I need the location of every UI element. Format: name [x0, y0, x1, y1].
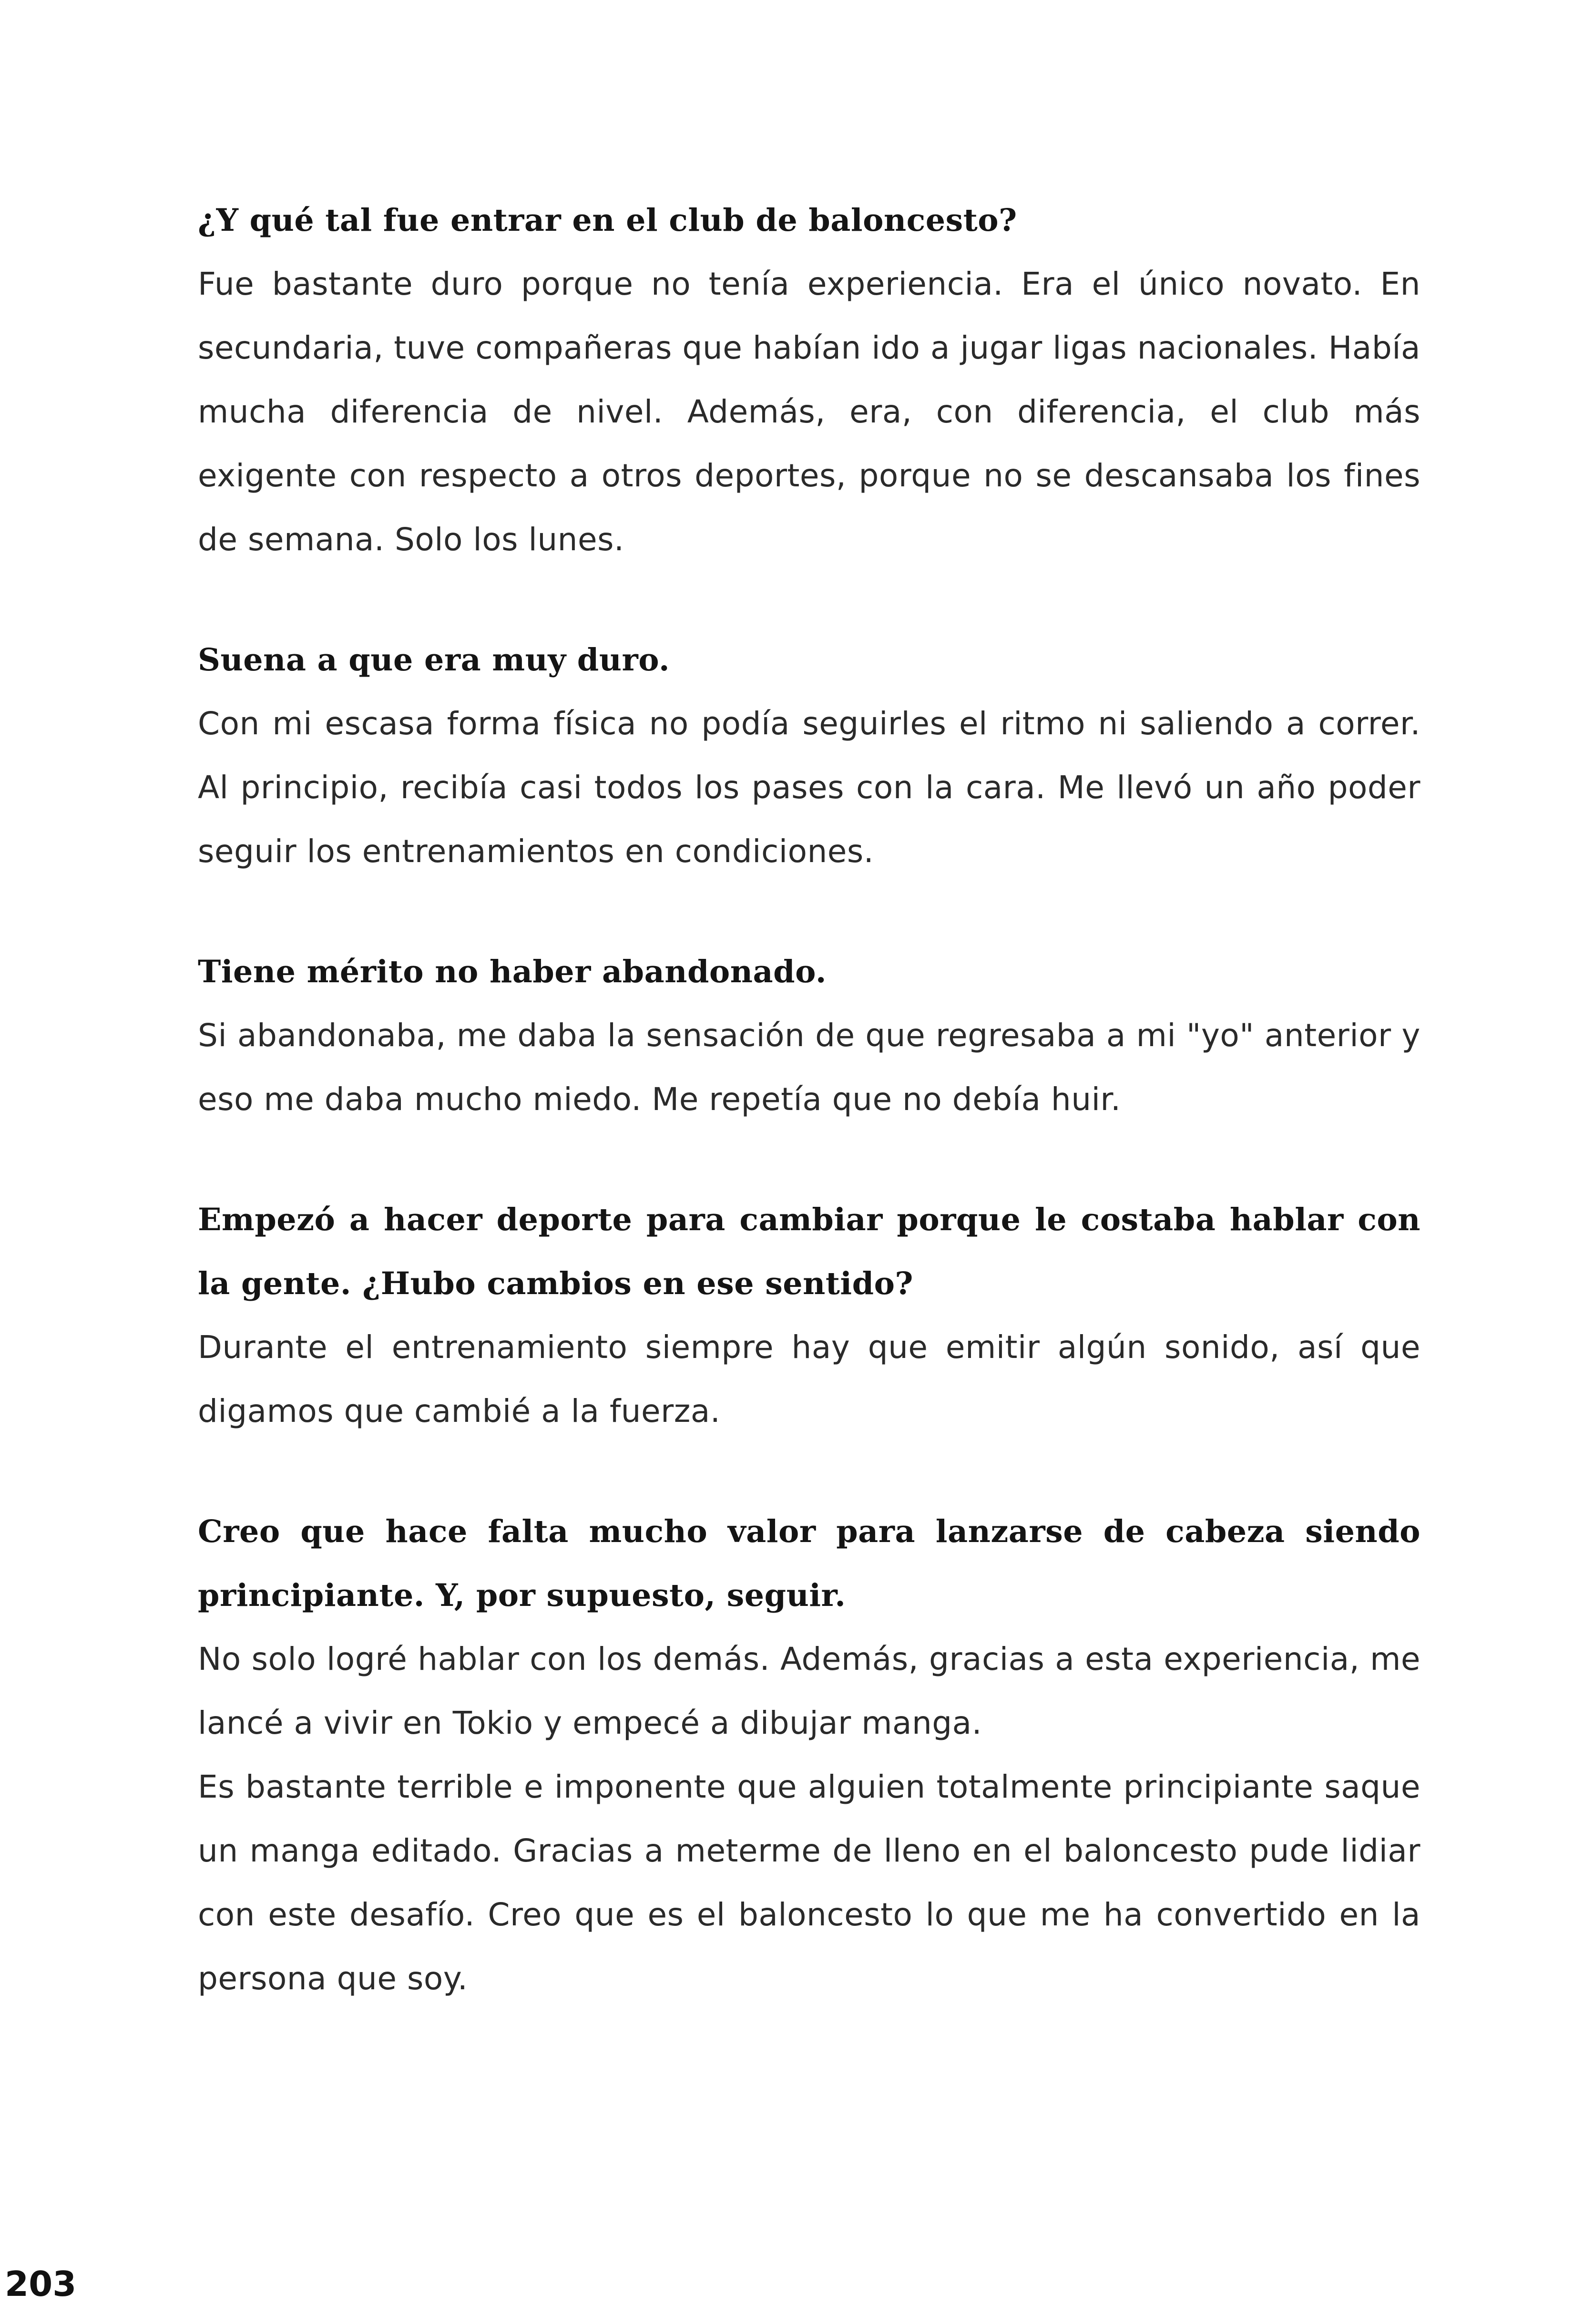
question-5: Creo que hace falta mucho valor para lanzarse de cabeza siendo principiante. Y, por supuesto, seguir.: [198, 1513, 1420, 1614]
question-1: ¿Y qué tal fue entrar en el club de baloncesto?: [198, 202, 1017, 238]
qa-block-4: [198, 1188, 1420, 1443]
interview-text: [198, 188, 1420, 2067]
answer-3: Si abandonaba, me daba la sensación de que regresaba a mi "yo" anterior y eso me daba mucho miedo. Me repetía que no debía huir.: [198, 1017, 1420, 1118]
qa-block-1: [198, 188, 1420, 572]
qa-block-5: [198, 1500, 1420, 2011]
answer-5b: Es bastante terrible e imponente que alguien totalmente principiante saque un manga editado. Gracias a meterme de lleno en el baloncesto pude lidiar con este desafío. Creo que es el baloncesto lo que me ha convertido en la persona que soy.: [198, 1769, 1420, 1997]
question-2: Suena a que era muy duro.: [198, 642, 670, 678]
answer-4: Durante el entrenamiento siempre hay que emitir algún sonido, así que digamos que cambié a la fuerza.: [198, 1329, 1420, 1429]
answer-1: Fue bastante duro porque no tenía experiencia. Era el único novato. En secundaria, tuve compañeras que habían ido a jugar ligas nacionales. Había mucha diferencia de nivel. Además, era, con diferencia, el club más exigente con respecto a otros deportes, porque no se descansaba los fines de semana. Solo los lunes.: [198, 266, 1420, 558]
question-3: Tiene mérito no haber abandonado.: [198, 954, 827, 990]
qa-block-3: [198, 940, 1420, 1131]
qa-block-2: [198, 628, 1420, 884]
answer-5a: No solo logré hablar con los demás. Además, gracias a esta experiencia, me lancé a vivir en Tokio y empecé a dibujar manga.: [198, 1641, 1420, 1741]
question-4: Empezó a hacer deporte para cambiar porque le costaba hablar con la gente. ¿Hubo cambios en ese sentido?: [198, 1202, 1420, 1302]
page-number: 203: [5, 2264, 77, 2304]
answer-2: Con mi escasa forma física no podía seguirles el ritmo ni saliendo a correr. Al principio, recibía casi todos los pases con la cara. Me llevó un año poder seguir los entrenamientos en condiciones.: [198, 705, 1420, 870]
